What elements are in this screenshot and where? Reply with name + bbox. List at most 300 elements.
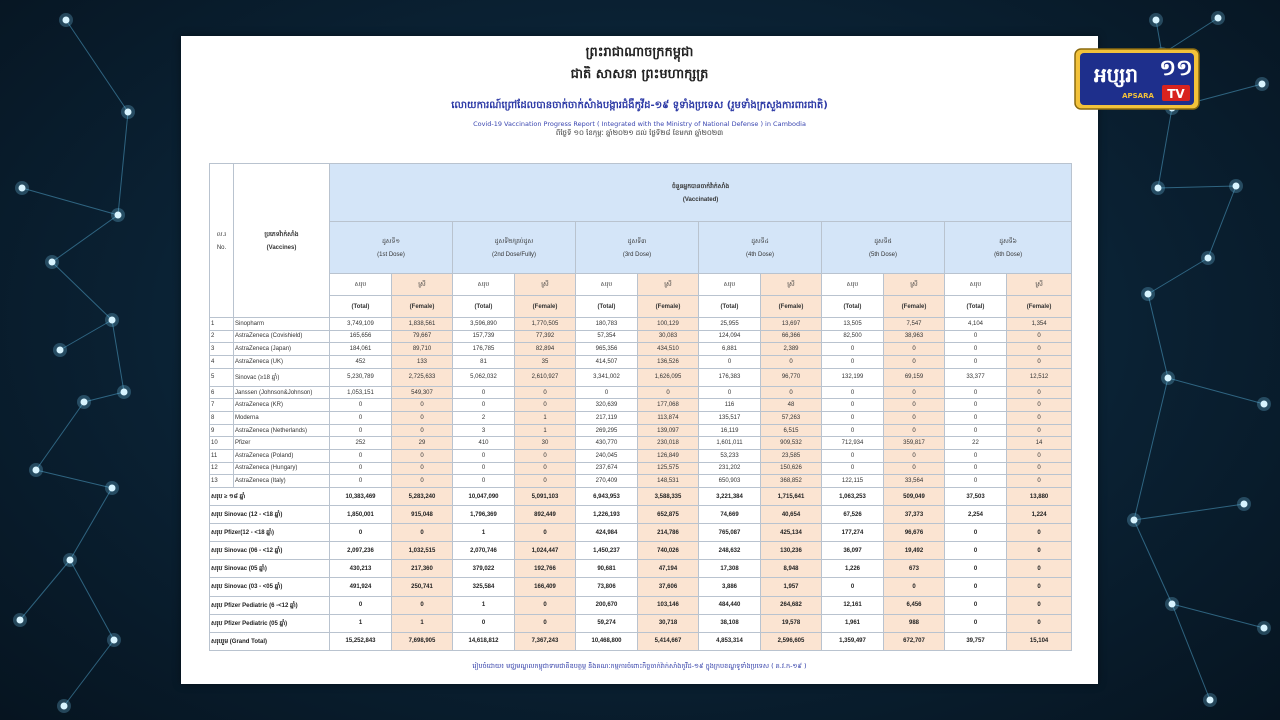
value-cell: 0 xyxy=(945,399,1007,412)
no-km: ល.រ xyxy=(216,232,227,238)
value-cell: 1,053,151 xyxy=(330,386,392,399)
value-cell: 22 xyxy=(945,437,1007,450)
total-km-header: សរុប xyxy=(945,274,1007,296)
value-cell: 57,263 xyxy=(761,412,822,425)
network-node xyxy=(1153,17,1160,24)
value-cell: 7,367,243 xyxy=(515,632,576,650)
value-cell: 82,894 xyxy=(515,343,576,356)
value-cell: 17,308 xyxy=(699,560,761,578)
total-km-header: សរុប xyxy=(822,274,884,296)
vaccine-en: (Vaccines) xyxy=(266,245,297,251)
value-cell: 231,202 xyxy=(699,462,761,475)
female-km-header: ស្រី xyxy=(761,274,822,296)
value-cell: 5,414,667 xyxy=(638,632,699,650)
summary-row xyxy=(210,487,1072,505)
col-header-vaccine xyxy=(234,164,330,318)
value-cell: 410 xyxy=(453,437,515,450)
value-cell: 4,853,314 xyxy=(699,632,761,650)
value-cell: 1,850,001 xyxy=(330,506,392,524)
network-link xyxy=(70,560,114,640)
row-no: 9 xyxy=(210,424,234,437)
table-row xyxy=(210,318,1072,331)
network-node xyxy=(19,185,26,192)
row-no: 7 xyxy=(210,399,234,412)
value-cell: 192,766 xyxy=(515,560,576,578)
row-name: សរុប Pfizer(12 - <18 ឆ្នាំ) xyxy=(210,524,330,542)
value-cell: 3,221,384 xyxy=(699,487,761,505)
logo-digits: ១១ xyxy=(1159,56,1193,81)
dose-km: ដូសទី៥ xyxy=(874,239,892,245)
value-cell: 103,146 xyxy=(638,596,699,614)
value-cell: 3,588,335 xyxy=(638,487,699,505)
value-cell: 157,739 xyxy=(453,330,515,343)
value-cell: 1 xyxy=(392,614,453,632)
value-cell: 37,503 xyxy=(945,487,1007,505)
value-cell: 37,606 xyxy=(638,578,699,596)
female-en-header: (Female) xyxy=(638,296,699,318)
dose-en: (4th Dose) xyxy=(745,252,774,258)
value-cell: 3,341,002 xyxy=(576,368,638,386)
value-cell: 10,383,469 xyxy=(330,487,392,505)
value-cell: 0 xyxy=(515,386,576,399)
network-link xyxy=(66,20,128,112)
value-cell: 4,104 xyxy=(945,318,1007,331)
value-cell: 3,596,890 xyxy=(453,318,515,331)
value-cell: 13,697 xyxy=(761,318,822,331)
value-cell: 0 xyxy=(699,386,761,399)
value-cell: 148,531 xyxy=(638,475,699,488)
summary-row xyxy=(210,524,1072,542)
female-km-header: ស្រី xyxy=(392,274,453,296)
value-cell: 96,676 xyxy=(884,524,945,542)
value-cell: 12,512 xyxy=(1007,368,1072,386)
female-en-header: (Female) xyxy=(392,296,453,318)
value-cell: 509,049 xyxy=(884,487,945,505)
value-cell: 0 xyxy=(945,330,1007,343)
value-cell: 484,440 xyxy=(699,596,761,614)
network-link xyxy=(64,640,114,706)
network-node xyxy=(115,212,122,219)
value-cell: 2,070,746 xyxy=(453,542,515,560)
value-cell: 915,048 xyxy=(392,506,453,524)
network-node xyxy=(1233,183,1240,190)
value-cell: 0 xyxy=(822,386,884,399)
row-no: 11 xyxy=(210,450,234,463)
value-cell: 2,097,236 xyxy=(330,542,392,560)
value-cell: 73,806 xyxy=(576,578,638,596)
value-cell: 69,159 xyxy=(884,368,945,386)
logo-tv: TV xyxy=(1167,87,1185,101)
value-cell: 320,639 xyxy=(576,399,638,412)
network-link xyxy=(1134,520,1172,604)
value-cell: 0 xyxy=(945,524,1007,542)
value-cell: 5,062,032 xyxy=(453,368,515,386)
network-node xyxy=(111,637,118,644)
total-km-header: សរុប xyxy=(330,274,392,296)
value-cell: 0 xyxy=(884,355,945,368)
value-cell: 430,770 xyxy=(576,437,638,450)
value-cell: 0 xyxy=(1007,330,1072,343)
value-cell: 33,564 xyxy=(884,475,945,488)
value-cell: 0 xyxy=(1007,399,1072,412)
value-cell: 100,129 xyxy=(638,318,699,331)
value-cell: 650,903 xyxy=(699,475,761,488)
row-no: 12 xyxy=(210,462,234,475)
summary-row xyxy=(210,560,1072,578)
value-cell: 10,047,090 xyxy=(453,487,515,505)
total-km-header: សរុប xyxy=(576,274,638,296)
network-node xyxy=(1241,501,1248,508)
row-name: AstraZeneca (Covishield) xyxy=(234,330,330,343)
value-cell: 214,786 xyxy=(638,524,699,542)
total-en-header: (Total) xyxy=(576,296,638,318)
table-row xyxy=(210,437,1072,450)
value-cell: 25,955 xyxy=(699,318,761,331)
value-cell: 0 xyxy=(453,399,515,412)
value-cell: 0 xyxy=(392,524,453,542)
dose-en: (6th Dose) xyxy=(994,252,1023,258)
dose-km: ដូសទី១ xyxy=(382,239,400,245)
value-cell: 1,224 xyxy=(1007,506,1072,524)
female-en-header: (Female) xyxy=(515,296,576,318)
value-cell: 0 xyxy=(822,578,884,596)
value-cell: 0 xyxy=(453,386,515,399)
value-cell: 0 xyxy=(1007,343,1072,356)
value-cell: 0 xyxy=(822,424,884,437)
value-cell: 40,654 xyxy=(761,506,822,524)
value-cell: 0 xyxy=(945,596,1007,614)
value-cell: 5,230,789 xyxy=(330,368,392,386)
row-name: សរុប Sinovac (06 - <12 ឆ្នាំ) xyxy=(210,542,330,560)
value-cell: 0 xyxy=(515,475,576,488)
value-cell: 325,584 xyxy=(453,578,515,596)
value-cell: 116 xyxy=(699,399,761,412)
value-cell: 0 xyxy=(884,386,945,399)
value-cell: 3,886 xyxy=(699,578,761,596)
value-cell: 0 xyxy=(1007,578,1072,596)
value-cell: 124,094 xyxy=(699,330,761,343)
network-link xyxy=(1168,378,1264,404)
value-cell: 1 xyxy=(453,524,515,542)
value-cell: 176,785 xyxy=(453,343,515,356)
value-cell: 1 xyxy=(453,596,515,614)
value-cell: 132,199 xyxy=(822,368,884,386)
value-cell: 180,783 xyxy=(576,318,638,331)
summary-row xyxy=(210,578,1072,596)
value-cell: 0 xyxy=(884,424,945,437)
value-cell: 19,578 xyxy=(761,614,822,632)
value-cell: 12,161 xyxy=(822,596,884,614)
table-row xyxy=(210,462,1072,475)
value-cell: 0 xyxy=(453,475,515,488)
value-cell: 8,948 xyxy=(761,560,822,578)
network-node xyxy=(125,109,132,116)
total-en-header: (Total) xyxy=(453,296,515,318)
value-cell: 74,669 xyxy=(699,506,761,524)
network-link xyxy=(36,402,84,470)
value-cell: 1,226 xyxy=(822,560,884,578)
row-name: Pfizer xyxy=(234,437,330,450)
value-cell: 0 xyxy=(761,355,822,368)
value-cell: 13,505 xyxy=(822,318,884,331)
network-link xyxy=(1148,294,1168,378)
value-cell: 0 xyxy=(945,424,1007,437)
value-cell: 0 xyxy=(515,524,576,542)
table-row xyxy=(210,475,1072,488)
value-cell: 125,575 xyxy=(638,462,699,475)
value-cell: 1,961 xyxy=(822,614,884,632)
network-link xyxy=(52,215,118,262)
network-node xyxy=(49,259,56,266)
row-name: សរុបរួម (Grand Total) xyxy=(210,632,330,650)
value-cell: 0 xyxy=(330,450,392,463)
value-cell: 136,526 xyxy=(638,355,699,368)
value-cell: 14,618,812 xyxy=(453,632,515,650)
value-cell: 0 xyxy=(1007,524,1072,542)
value-cell: 1,063,253 xyxy=(822,487,884,505)
row-no: 2 xyxy=(210,330,234,343)
value-cell: 29 xyxy=(392,437,453,450)
dose-en: (5th Dose) xyxy=(868,252,897,258)
total-km-header: សរុប xyxy=(699,274,761,296)
value-cell: 0 xyxy=(1007,596,1072,614)
value-cell: 0 xyxy=(884,343,945,356)
value-cell: 1,601,011 xyxy=(699,437,761,450)
value-cell: 133 xyxy=(392,355,453,368)
row-name: Janssen (Johnson&Johnson) xyxy=(234,386,330,399)
value-cell: 0 xyxy=(453,450,515,463)
network-node xyxy=(1165,375,1172,382)
value-cell: 16,119 xyxy=(699,424,761,437)
row-name: សរុប Sinovac (03 - <05 ឆ្នាំ) xyxy=(210,578,330,596)
logo-brand: APSARA xyxy=(1122,92,1154,100)
table-row xyxy=(210,399,1072,412)
female-en-header: (Female) xyxy=(884,296,945,318)
value-cell: 0 xyxy=(761,386,822,399)
value-cell: 23,585 xyxy=(761,450,822,463)
value-cell: 230,018 xyxy=(638,437,699,450)
value-cell: 30,718 xyxy=(638,614,699,632)
table-row xyxy=(210,412,1072,425)
dose-header xyxy=(945,222,1072,274)
value-cell: 549,307 xyxy=(392,386,453,399)
row-name: AstraZeneca (Italy) xyxy=(234,475,330,488)
value-cell: 67,526 xyxy=(822,506,884,524)
value-cell: 0 xyxy=(945,542,1007,560)
value-cell: 0 xyxy=(330,524,392,542)
summary-row xyxy=(210,614,1072,632)
value-cell: 0 xyxy=(392,475,453,488)
value-cell: 6,881 xyxy=(699,343,761,356)
value-cell: 452 xyxy=(330,355,392,368)
value-cell: 176,383 xyxy=(699,368,761,386)
row-no: 1 xyxy=(210,318,234,331)
value-cell: 113,874 xyxy=(638,412,699,425)
network-link xyxy=(1134,378,1168,520)
value-cell: 30,083 xyxy=(638,330,699,343)
value-cell: 5,091,103 xyxy=(515,487,576,505)
table-row xyxy=(210,343,1072,356)
value-cell: 1 xyxy=(330,614,392,632)
vaccinated-en: (Vaccinated) xyxy=(682,197,719,203)
value-cell: 0 xyxy=(638,386,699,399)
value-cell: 0 xyxy=(884,462,945,475)
network-link xyxy=(52,262,112,320)
row-name: AstraZeneca (Netherlands) xyxy=(234,424,330,437)
value-cell: 2,725,633 xyxy=(392,368,453,386)
value-cell: 0 xyxy=(1007,560,1072,578)
network-node xyxy=(1261,625,1268,632)
value-cell: 0 xyxy=(945,450,1007,463)
value-cell: 1,715,641 xyxy=(761,487,822,505)
value-cell: 47,194 xyxy=(638,560,699,578)
value-cell: 359,817 xyxy=(884,437,945,450)
value-cell: 0 xyxy=(884,450,945,463)
value-cell: 0 xyxy=(945,462,1007,475)
row-no: 8 xyxy=(210,412,234,425)
value-cell: 0 xyxy=(576,386,638,399)
summary-row xyxy=(210,542,1072,560)
row-name: Sinopharm xyxy=(234,318,330,331)
value-cell: 0 xyxy=(945,355,1007,368)
summary-row xyxy=(210,506,1072,524)
value-cell: 0 xyxy=(392,450,453,463)
value-cell: 0 xyxy=(945,386,1007,399)
value-cell: 6,456 xyxy=(884,596,945,614)
dose-km: ដូសទី៣ xyxy=(627,239,647,245)
table-row xyxy=(210,355,1072,368)
value-cell: 1,359,497 xyxy=(822,632,884,650)
value-cell: 379,022 xyxy=(453,560,515,578)
female-en-header: (Female) xyxy=(761,296,822,318)
vaccine-km: ប្រភេទវ៉ាក់សាំង xyxy=(264,232,299,238)
value-cell: 77,392 xyxy=(515,330,576,343)
value-cell: 0 xyxy=(822,399,884,412)
value-cell: 0 xyxy=(1007,614,1072,632)
value-cell: 6,515 xyxy=(761,424,822,437)
value-cell: 0 xyxy=(1007,475,1072,488)
dose-en: (3rd Dose) xyxy=(622,252,652,258)
vaccination-table xyxy=(209,163,1072,651)
value-cell: 7,698,905 xyxy=(392,632,453,650)
value-cell: 1,226,193 xyxy=(576,506,638,524)
value-cell: 0 xyxy=(945,614,1007,632)
female-km-header: ស្រី xyxy=(638,274,699,296)
value-cell: 0 xyxy=(515,614,576,632)
vaccinated-km: ចំនួនអ្នកបានចាក់វ៉ាក់សាំង xyxy=(672,184,730,190)
value-cell: 1 xyxy=(515,412,576,425)
value-cell: 38,108 xyxy=(699,614,761,632)
value-cell: 0 xyxy=(392,412,453,425)
network-node xyxy=(1215,15,1222,22)
dose-en: (1st Dose) xyxy=(377,252,405,258)
total-en-header: (Total) xyxy=(699,296,761,318)
network-node xyxy=(17,617,24,624)
value-cell: 0 xyxy=(1007,450,1072,463)
report-title-en: Covid-19 Vaccination Progress Report ( Integrated with the Ministry of National Defense ) in Cambodia xyxy=(473,120,806,128)
network-node xyxy=(61,703,68,710)
value-cell: 0 xyxy=(945,578,1007,596)
network-node xyxy=(57,347,64,354)
network-link xyxy=(1172,604,1210,700)
value-cell: 0 xyxy=(1007,386,1072,399)
network-link xyxy=(70,488,112,560)
value-cell: 0 xyxy=(330,424,392,437)
value-cell: 217,360 xyxy=(392,560,453,578)
value-cell: 53,233 xyxy=(699,450,761,463)
row-no: 4 xyxy=(210,355,234,368)
dose-header xyxy=(822,222,945,274)
value-cell: 0 xyxy=(392,399,453,412)
value-cell: 1,032,515 xyxy=(392,542,453,560)
value-cell: 5,283,240 xyxy=(392,487,453,505)
value-cell: 82,500 xyxy=(822,330,884,343)
dose-header xyxy=(330,222,453,274)
value-cell: 59,274 xyxy=(576,614,638,632)
row-no: 10 xyxy=(210,437,234,450)
value-cell: 0 xyxy=(330,596,392,614)
value-cell: 1,024,447 xyxy=(515,542,576,560)
row-name: AstraZeneca (Hungary) xyxy=(234,462,330,475)
value-cell: 414,507 xyxy=(576,355,638,368)
row-name: AstraZeneca (Poland) xyxy=(234,450,330,463)
value-cell: 0 xyxy=(515,596,576,614)
value-cell: 165,656 xyxy=(330,330,392,343)
value-cell: 36,097 xyxy=(822,542,884,560)
value-cell: 57,354 xyxy=(576,330,638,343)
value-cell: 135,517 xyxy=(699,412,761,425)
value-cell: 248,632 xyxy=(699,542,761,560)
value-cell: 79,667 xyxy=(392,330,453,343)
col-header-no xyxy=(210,164,234,318)
female-en-header: (Female) xyxy=(1007,296,1072,318)
network-link xyxy=(1134,504,1244,520)
dose-km: ដូសទី៦ xyxy=(999,239,1017,245)
value-cell: 139,097 xyxy=(638,424,699,437)
value-cell: 3 xyxy=(453,424,515,437)
kingdom-title: ព្រះរាជាណាចក្រកម្ពុជា xyxy=(585,45,694,60)
network-node xyxy=(1259,81,1266,88)
value-cell: 6,943,953 xyxy=(576,487,638,505)
network-node xyxy=(121,389,128,396)
row-no: 3 xyxy=(210,343,234,356)
value-cell: 89,710 xyxy=(392,343,453,356)
value-cell: 0 xyxy=(884,412,945,425)
value-cell: 177,274 xyxy=(822,524,884,542)
network-node xyxy=(1205,255,1212,262)
row-name: សរុប Pfizer Pediatric (05 ឆ្នាំ) xyxy=(210,614,330,632)
network-link xyxy=(22,188,118,215)
row-no: 6 xyxy=(210,386,234,399)
value-cell: 39,757 xyxy=(945,632,1007,650)
value-cell: 0 xyxy=(945,475,1007,488)
value-cell: 122,115 xyxy=(822,475,884,488)
network-node xyxy=(67,557,74,564)
value-cell: 237,674 xyxy=(576,462,638,475)
network-link xyxy=(1208,186,1236,258)
value-cell: 0 xyxy=(1007,412,1072,425)
value-cell: 0 xyxy=(515,450,576,463)
value-cell: 15,104 xyxy=(1007,632,1072,650)
value-cell: 0 xyxy=(515,462,576,475)
summary-row xyxy=(210,632,1072,650)
value-cell: 965,356 xyxy=(576,343,638,356)
row-name: Moderna xyxy=(234,412,330,425)
row-no: 13 xyxy=(210,475,234,488)
network-node xyxy=(1155,185,1162,192)
value-cell: 0 xyxy=(884,578,945,596)
value-cell: 712,934 xyxy=(822,437,884,450)
